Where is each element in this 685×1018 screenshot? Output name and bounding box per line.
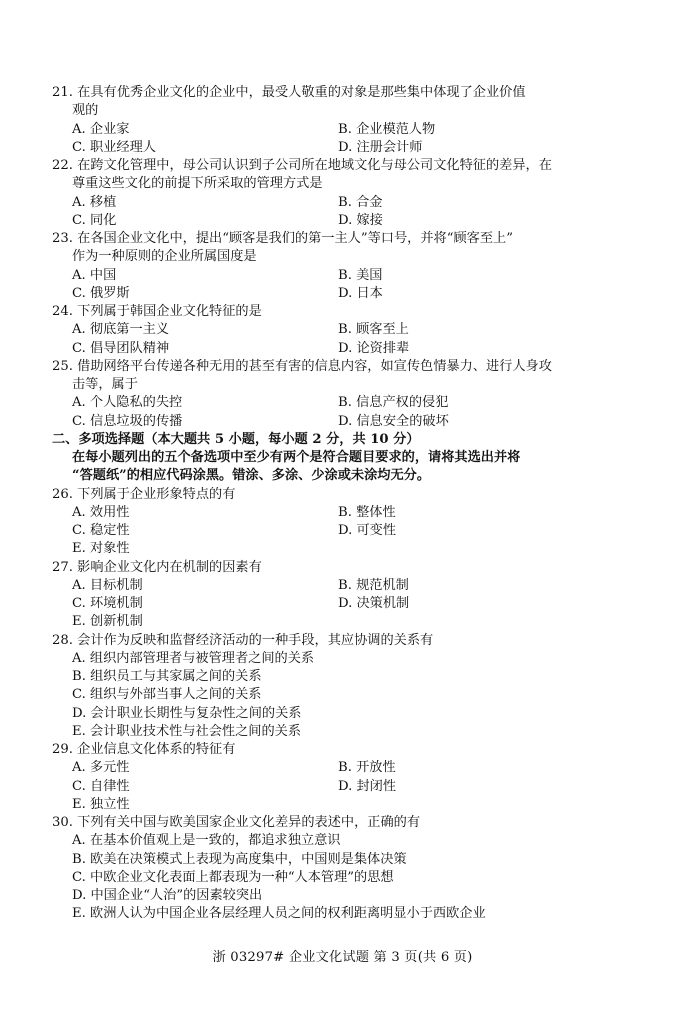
option-a: A. 企业家 xyxy=(72,121,130,137)
option-c: C. 组织与外部当事人之间的关系 xyxy=(72,687,262,703)
option-a: A. 中国 xyxy=(72,267,117,283)
question-30-stem: 30. 下列有关中国与欧美国家企业文化差异的表述中，正确的有 xyxy=(52,815,421,830)
option-c: C. 稳定性 xyxy=(72,523,130,538)
question-23-options-ab xyxy=(52,267,627,285)
question-24-options-cd xyxy=(52,340,627,358)
option-a: A. 目标机制 xyxy=(72,577,143,593)
question-27-options-ab xyxy=(52,577,627,595)
question-27-stem: 27. 影响企业文化内在机制的因素有 xyxy=(52,559,262,575)
option-b: B. 美国 xyxy=(338,267,383,283)
question-21-options-ab xyxy=(52,121,627,139)
option-d: D. 封闭性 xyxy=(338,778,397,794)
option-c: C. 职业经理人 xyxy=(72,139,156,155)
option-b: B. 整体性 xyxy=(338,504,396,520)
option-e: E. 对象性 xyxy=(72,541,130,557)
option-b: B. 组织员工与其家属之间的关系 xyxy=(72,669,262,684)
question-list xyxy=(52,84,627,924)
question-22-stem: 22. 在跨文化管理中，母公司认识到子公司所在地域文化与母公司文化特征的差异，在 xyxy=(52,158,552,173)
question-25-stem-cont: 击等，属于 xyxy=(72,377,138,392)
option-a: A. 移植 xyxy=(72,194,117,210)
page-footer: 浙 03297# 企业文化试题 第 3 页(共 6 页) xyxy=(212,950,473,965)
question-23-options-cd xyxy=(52,285,627,303)
option-d: D. 信息安全的破坏 xyxy=(338,413,449,429)
option-c: C. 中欧企业文化表面上都表现为一种“人本管理”的思想 xyxy=(72,869,394,885)
option-c: C. 自律性 xyxy=(72,778,130,794)
option-a: A. 彻底第一主义 xyxy=(72,322,170,338)
option-d: D. 可变性 xyxy=(338,523,397,538)
option-d: D. 会计职业长期性与复杂性之间的关系 xyxy=(72,705,302,721)
question-21-options-cd xyxy=(52,139,627,157)
option-a: A. 多元性 xyxy=(72,760,130,776)
question-21-stem-cont: 观的 xyxy=(72,103,99,119)
option-d: D. 日本 xyxy=(338,285,383,301)
option-b: B. 开放性 xyxy=(338,760,396,776)
option-b: B. 企业模范人物 xyxy=(338,121,436,137)
option-d: D. 中国企业“人治”的因素较突出 xyxy=(72,888,263,903)
option-e: E. 创新机制 xyxy=(72,614,143,630)
question-26-options-ab xyxy=(52,504,627,522)
question-22-options-ab xyxy=(52,194,627,212)
option-b: B. 规范机制 xyxy=(338,577,409,593)
section-2-instruction-cont: “答题纸”的相应代码涂黑。错涂、多涂、少涂或未涂均无分。 xyxy=(72,468,431,484)
option-c: C. 俄罗斯 xyxy=(72,285,130,301)
question-21-stem: 21. 在具有优秀企业文化的企业中，最受人敬重的对象是那些集中体现了企业价值 xyxy=(52,85,526,100)
question-24-stem: 24. 下列属于韩国企业文化特征的是 xyxy=(52,304,262,319)
question-25-options-ab xyxy=(52,394,627,412)
question-28-stem: 28. 会计作为反映和监督经济活动的一种手段，其应协调的关系有 xyxy=(52,632,434,648)
question-29-options-ab xyxy=(52,759,627,777)
option-a: A. 效用性 xyxy=(72,504,130,520)
question-24-options-ab xyxy=(52,321,627,339)
option-c: C. 同化 xyxy=(72,212,117,228)
question-29-stem: 29. 企业信息文化体系的特征有 xyxy=(52,742,236,757)
section-2-title: 二、多项选择题（本大题共 5 小题，每小题 2 分，共 10 分） xyxy=(52,431,420,447)
option-d: D. 论资排辈 xyxy=(338,340,410,356)
option-b: B. 欧美在决策模式上表现为高度集中，中国则是集体决策 xyxy=(72,851,407,867)
option-a: A. 组织内部管理者与被管理者之间的关系 xyxy=(72,650,315,666)
option-b: B. 信息产权的侵犯 xyxy=(338,395,449,411)
option-a: A. 个人隐私的失控 xyxy=(72,395,183,411)
option-d: D. 嫁接 xyxy=(338,212,383,228)
question-22-stem-cont: 尊重这些文化的前提下所采取的管理方式是 xyxy=(72,176,323,192)
section-2-instruction: 在每小题列出的五个备选项中至少有两个是符合题目要求的，请将其选出并将 xyxy=(72,450,521,465)
option-e: E. 会计职业技术性与社会性之间的关系 xyxy=(72,723,302,739)
option-a: A. 在基本价值观上是一致的，都追求独立意识 xyxy=(72,833,341,849)
question-25-stem: 25. 借助网络平台传递各种无用的甚至有害的信息内容，如宣传色情暴力、进行人身攻 xyxy=(52,358,552,374)
option-b: B. 合金 xyxy=(338,194,383,210)
option-e: E. 独立性 xyxy=(72,796,130,812)
question-26-stem: 26. 下列属于企业形象特点的有 xyxy=(52,486,236,502)
question-23-stem-cont: 作为一种原则的企业所属国度是 xyxy=(72,249,257,265)
option-b: B. 顾客至上 xyxy=(338,322,409,338)
option-c: C. 环境机制 xyxy=(72,596,143,611)
option-e: E. 欧洲人认为中国企业各层经理人员之间的权利距离明显小于西欧企业 xyxy=(72,906,486,922)
question-22-options-cd xyxy=(52,212,627,230)
option-c: C. 信息垃圾的传播 xyxy=(72,413,183,429)
question-27-options-cd xyxy=(52,595,627,613)
question-25-options-cd xyxy=(52,413,627,431)
question-29-options-cd xyxy=(52,778,627,796)
option-c: C. 倡导团队精神 xyxy=(72,340,170,356)
question-23-stem: 23. 在各国企业文化中，提出“顾客是我们的第一主人”等口号，并将“顾客至上” xyxy=(52,231,513,246)
option-d: D. 注册会计师 xyxy=(338,139,423,155)
question-26-options-cd xyxy=(52,522,627,540)
option-d: D. 决策机制 xyxy=(338,596,410,611)
